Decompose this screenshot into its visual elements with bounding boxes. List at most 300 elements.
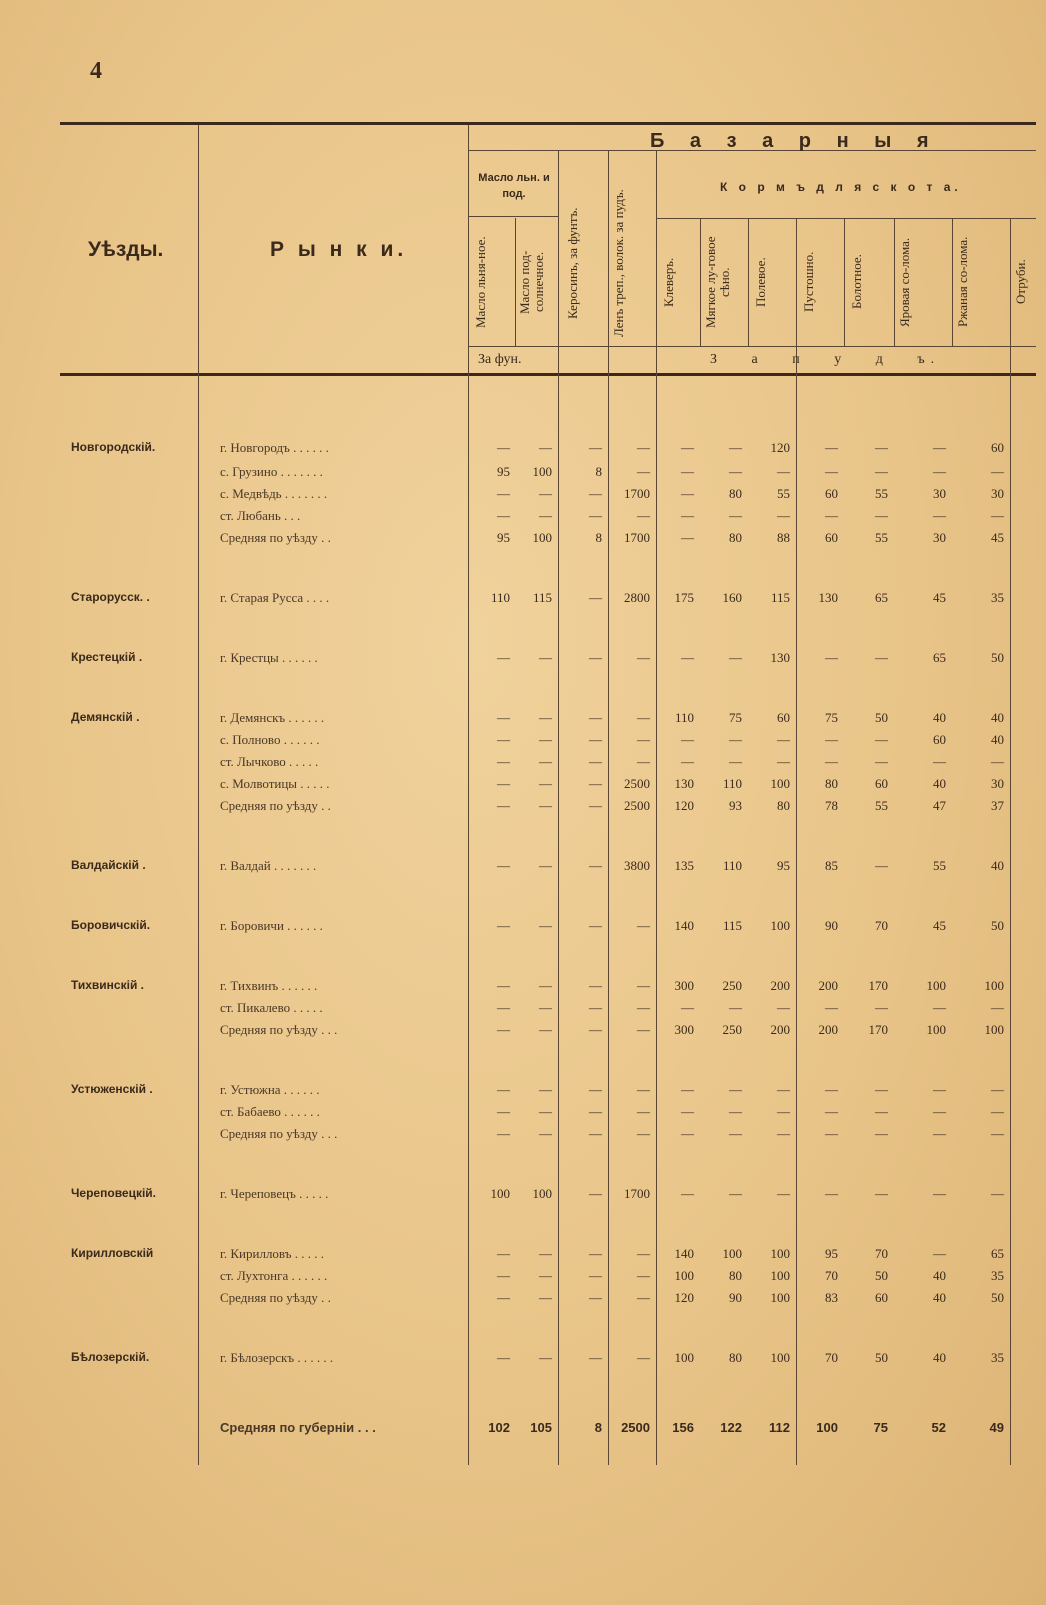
- price-cell: 80: [729, 530, 742, 545]
- price-cell: 80: [729, 1350, 742, 1365]
- price-cell: 2500: [624, 776, 650, 791]
- price-cell: 115: [770, 590, 790, 605]
- district-name: Новгородскій.: [71, 440, 156, 454]
- price-cell: —: [933, 1082, 946, 1097]
- price-cell: 300: [674, 1022, 694, 1037]
- total-value: 102: [488, 1420, 510, 1435]
- price-cell: 8: [595, 464, 602, 479]
- price-cell: —: [589, 858, 602, 873]
- price-cell: —: [825, 440, 838, 455]
- price-cell: —: [825, 754, 838, 769]
- col-line: [468, 125, 469, 1465]
- price-cell: —: [539, 1126, 552, 1141]
- col-header-spring-straw: Яровая со-лома.: [897, 237, 912, 327]
- price-cell: —: [589, 798, 602, 813]
- price-cell: —: [875, 858, 888, 873]
- price-cell: 70: [825, 1350, 838, 1365]
- price-cell: —: [933, 440, 946, 455]
- price-cell: —: [825, 464, 838, 479]
- price-cell: —: [825, 1082, 838, 1097]
- price-cell: —: [777, 754, 790, 769]
- price-cell: —: [825, 1126, 838, 1141]
- price-cell: 50: [991, 650, 1004, 665]
- price-cell: —: [539, 650, 552, 665]
- price-cell: 100: [674, 1350, 694, 1365]
- price-cell: —: [681, 530, 694, 545]
- price-cell: 2800: [624, 590, 650, 605]
- price-cell: 100: [926, 1022, 946, 1037]
- price-cell: 110: [722, 858, 742, 873]
- price-cell: 110: [674, 710, 694, 725]
- price-cell: —: [875, 650, 888, 665]
- price-cell: 200: [770, 978, 790, 993]
- price-cell: 300: [674, 978, 694, 993]
- price-cell: 40: [991, 858, 1004, 873]
- market-name: г. Новгородъ . . . . . .: [220, 440, 329, 455]
- feed-subrule: [656, 218, 1036, 219]
- price-cell: —: [539, 754, 552, 769]
- price-cell: —: [539, 1290, 552, 1305]
- market-name: г. Тихвинъ . . . . . .: [220, 978, 318, 993]
- price-cell: 40: [933, 1268, 946, 1283]
- price-cell: —: [637, 1104, 650, 1119]
- price-cell: —: [681, 650, 694, 665]
- price-cell: —: [681, 732, 694, 747]
- price-cell: —: [991, 1082, 1004, 1097]
- market-name: Средняя по уѣзду . .: [220, 1290, 331, 1305]
- price-cell: —: [589, 732, 602, 747]
- price-cell: 8: [595, 530, 602, 545]
- price-cell: 93: [729, 798, 742, 813]
- price-cell: 50: [991, 1290, 1004, 1305]
- price-cell: —: [991, 1126, 1004, 1141]
- price-cell: —: [729, 1104, 742, 1119]
- price-cell: —: [991, 1000, 1004, 1015]
- price-cell: —: [637, 1350, 650, 1365]
- price-cell: —: [589, 1290, 602, 1305]
- price-cell: —: [497, 798, 510, 813]
- price-cell: 80: [729, 486, 742, 501]
- price-cell: —: [539, 858, 552, 873]
- price-cell: —: [933, 464, 946, 479]
- price-cell: 35: [991, 1350, 1004, 1365]
- unit-feed: З а п у д ъ.: [710, 352, 941, 367]
- price-cell: 50: [875, 710, 888, 725]
- price-cell: —: [539, 710, 552, 725]
- price-cell: —: [497, 1000, 510, 1015]
- price-cell: —: [637, 978, 650, 993]
- price-cell: —: [497, 1246, 510, 1261]
- total-value: 100: [816, 1420, 838, 1435]
- price-cell: —: [637, 508, 650, 523]
- price-cell: —: [589, 1126, 602, 1141]
- price-cell: —: [777, 508, 790, 523]
- price-cell: —: [825, 1104, 838, 1119]
- district-name: Крестецкій .: [71, 650, 143, 664]
- total-value: 75: [873, 1420, 888, 1435]
- price-cell: 200: [818, 978, 838, 993]
- price-cell: —: [589, 590, 602, 605]
- col-header-kerosene: Керосинъ, за фунтъ.: [565, 207, 580, 319]
- price-cell: —: [497, 650, 510, 665]
- price-cell: —: [589, 754, 602, 769]
- price-cell: 200: [818, 1022, 838, 1037]
- price-cell: 115: [722, 918, 742, 933]
- price-cell: 95: [777, 858, 790, 873]
- price-cell: —: [589, 650, 602, 665]
- price-cell: 100: [984, 1022, 1004, 1037]
- price-cell: 47: [933, 798, 946, 813]
- market-name: г. Валдай . . . . . . .: [220, 858, 317, 873]
- total-value: 112: [769, 1420, 790, 1435]
- market-name: ст. Пикалево . . . . .: [220, 1000, 323, 1015]
- district-name: Старорусск. .: [71, 590, 150, 604]
- price-cell: 40: [933, 1290, 946, 1305]
- price-cell: —: [539, 798, 552, 813]
- market-name: г. Череповецъ . . . . .: [220, 1186, 329, 1201]
- price-cell: —: [589, 440, 602, 455]
- district-name: Кирилловскій: [71, 1246, 154, 1260]
- market-name: ст. Бабаево . . . . . .: [220, 1104, 320, 1119]
- price-cell: 55: [875, 798, 888, 813]
- price-cell: —: [539, 1104, 552, 1119]
- price-cell: —: [777, 1082, 790, 1097]
- price-cell: —: [777, 1126, 790, 1141]
- price-cell: —: [729, 650, 742, 665]
- markets-header: Р ы н к и.: [270, 238, 408, 261]
- price-cell: —: [777, 464, 790, 479]
- district-name: Бѣлозерскій.: [71, 1350, 150, 1364]
- price-cell: 65: [875, 590, 888, 605]
- price-cell: 130: [770, 650, 790, 665]
- market-name: г. Устюжна . . . . . .: [220, 1082, 320, 1097]
- price-cell: —: [933, 508, 946, 523]
- price-cell: 35: [991, 1268, 1004, 1283]
- price-cell: —: [497, 1104, 510, 1119]
- price-cell: 70: [825, 1268, 838, 1283]
- price-cell: —: [875, 732, 888, 747]
- price-cell: —: [539, 440, 552, 455]
- price-cell: —: [681, 1000, 694, 1015]
- col-header-waste: Пустошно.: [801, 251, 816, 313]
- price-cell: 50: [875, 1268, 888, 1283]
- price-cell: —: [875, 1000, 888, 1015]
- price-cell: 1700: [624, 530, 650, 545]
- price-cell: 100: [674, 1268, 694, 1283]
- market-name: г. Демянскъ . . . . . .: [220, 710, 325, 725]
- price-cell: —: [637, 710, 650, 725]
- price-cell: —: [777, 1000, 790, 1015]
- col-header-swamp: Болотное.: [849, 254, 864, 310]
- price-cell: —: [497, 776, 510, 791]
- price-cell: —: [539, 1000, 552, 1015]
- market-name: ст. Лычково . . . . .: [220, 754, 319, 769]
- price-cell: 70: [875, 1246, 888, 1261]
- price-cell: —: [539, 1350, 552, 1365]
- price-cell: —: [681, 508, 694, 523]
- col-header-flax: Ленъ треп., волок. за пудъ.: [611, 189, 626, 337]
- price-cell: 75: [825, 710, 838, 725]
- price-cell: —: [681, 440, 694, 455]
- price-cell: 80: [729, 1268, 742, 1283]
- price-cell: 50: [991, 918, 1004, 933]
- price-cell: —: [991, 1186, 1004, 1201]
- total-label: Средняя по губерніи . . .: [220, 1420, 376, 1435]
- price-cell: —: [875, 1126, 888, 1141]
- total-value: 2500: [621, 1420, 650, 1435]
- price-cell: 95: [497, 464, 510, 479]
- price-cell: 50: [875, 1350, 888, 1365]
- price-cell: —: [589, 918, 602, 933]
- price-cell: —: [589, 776, 602, 791]
- price-cell: —: [637, 918, 650, 933]
- page-number: 4: [90, 58, 102, 84]
- top-rule: [60, 122, 1036, 125]
- price-cell: —: [589, 1246, 602, 1261]
- price-cell: —: [589, 1104, 602, 1119]
- price-cell: 45: [933, 918, 946, 933]
- price-cell: 170: [868, 1022, 888, 1037]
- price-cell: —: [729, 1186, 742, 1201]
- table-title: Б а з а р н ы я: [650, 130, 939, 152]
- market-name: г. Крестцы . . . . . .: [220, 650, 318, 665]
- price-cell: —: [729, 1000, 742, 1015]
- price-cell: 3800: [624, 858, 650, 873]
- price-cell: —: [589, 1186, 602, 1201]
- price-cell: —: [539, 486, 552, 501]
- market-name: Средняя по уѣзду . . .: [220, 1022, 338, 1037]
- col-line: [515, 218, 516, 346]
- price-cell: —: [681, 754, 694, 769]
- market-name: с. Грузино . . . . . . .: [220, 464, 323, 479]
- market-name: г. Старая Русса . . . .: [220, 590, 330, 605]
- price-cell: —: [875, 508, 888, 523]
- price-cell: —: [637, 1126, 650, 1141]
- price-cell: —: [637, 464, 650, 479]
- price-cell: —: [539, 508, 552, 523]
- price-cell: —: [825, 508, 838, 523]
- market-name: с. Медвѣдь . . . . . . .: [220, 486, 328, 501]
- price-cell: —: [777, 1104, 790, 1119]
- price-cell: —: [777, 1186, 790, 1201]
- price-cell: 83: [825, 1290, 838, 1305]
- price-cell: —: [539, 978, 552, 993]
- price-cell: —: [681, 1082, 694, 1097]
- col-header-oil-sunflower: Масло под-солнечное.: [517, 250, 546, 314]
- market-name: г. Боровичи . . . . . .: [220, 918, 323, 933]
- price-cell: 100: [984, 978, 1004, 993]
- total-value: 8: [594, 1420, 602, 1435]
- market-name: с. Молвотицы . . . . .: [220, 776, 330, 791]
- price-cell: —: [497, 440, 510, 455]
- total-value: 105: [530, 1420, 552, 1435]
- price-cell: —: [825, 1000, 838, 1015]
- price-cell: 95: [497, 530, 510, 545]
- price-cell: 40: [933, 1350, 946, 1365]
- price-cell: 100: [722, 1246, 742, 1261]
- price-cell: —: [875, 464, 888, 479]
- price-cell: 95: [825, 1246, 838, 1261]
- price-cell: 100: [532, 464, 552, 479]
- price-cell: 200: [770, 1022, 790, 1037]
- price-cell: 160: [722, 590, 742, 605]
- price-cell: —: [637, 1082, 650, 1097]
- district-name: Боровичскій.: [71, 918, 151, 932]
- price-cell: —: [681, 1104, 694, 1119]
- price-cell: 100: [770, 1350, 790, 1365]
- price-cell: 120: [770, 440, 790, 455]
- unit-oil: За фун.: [478, 352, 522, 367]
- price-cell: 60: [933, 732, 946, 747]
- oil-group-header: Масло льн. и под.: [478, 172, 550, 200]
- price-cell: 60: [825, 486, 838, 501]
- price-cell: 2500: [624, 798, 650, 813]
- price-cell: —: [637, 1268, 650, 1283]
- price-cell: 100: [770, 1290, 790, 1305]
- price-cell: —: [497, 486, 510, 501]
- price-cell: 135: [674, 858, 694, 873]
- price-cell: —: [637, 732, 650, 747]
- price-cell: —: [589, 508, 602, 523]
- district-name: Демянскій .: [71, 710, 140, 724]
- price-cell: —: [497, 1022, 510, 1037]
- price-cell: —: [991, 754, 1004, 769]
- districts-header: Уѣзды.: [88, 238, 164, 261]
- price-cell: —: [539, 776, 552, 791]
- price-cell: —: [729, 508, 742, 523]
- district-name: Тихвинскій .: [71, 978, 144, 992]
- price-cell: —: [589, 1268, 602, 1283]
- price-cell: —: [991, 1104, 1004, 1119]
- price-cell: —: [497, 1290, 510, 1305]
- price-cell: 35: [991, 590, 1004, 605]
- price-cell: 250: [722, 978, 742, 993]
- price-cell: —: [589, 1000, 602, 1015]
- price-cell: —: [637, 1022, 650, 1037]
- total-value: 156: [672, 1420, 694, 1435]
- market-name: ст. Любань . . .: [220, 508, 301, 523]
- price-cell: —: [497, 1082, 510, 1097]
- col-line: [844, 218, 845, 346]
- price-cell: —: [539, 1268, 552, 1283]
- price-cell: —: [875, 754, 888, 769]
- price-cell: 250: [722, 1022, 742, 1037]
- price-cell: —: [729, 732, 742, 747]
- price-cell: 100: [926, 978, 946, 993]
- price-cell: —: [933, 1000, 946, 1015]
- price-cell: 70: [875, 918, 888, 933]
- price-cell: 40: [933, 776, 946, 791]
- price-cell: 100: [490, 1186, 510, 1201]
- market-name: Средняя по уѣзду . .: [220, 798, 331, 813]
- price-cell: —: [875, 1186, 888, 1201]
- price-cell: 45: [991, 530, 1004, 545]
- price-cell: —: [589, 1082, 602, 1097]
- price-cell: 1700: [624, 486, 650, 501]
- price-cell: 60: [875, 1290, 888, 1305]
- price-cell: 80: [825, 776, 838, 791]
- price-cell: 110: [490, 590, 510, 605]
- price-cell: 120: [674, 798, 694, 813]
- price-cell: —: [991, 508, 1004, 523]
- price-cell: —: [589, 978, 602, 993]
- price-cell: 40: [991, 732, 1004, 747]
- price-cell: —: [729, 440, 742, 455]
- price-cell: 30: [933, 530, 946, 545]
- feed-group-header: К о р м ъ д л я с к о т а.: [720, 180, 962, 194]
- price-cell: —: [497, 710, 510, 725]
- price-cell: 100: [770, 918, 790, 933]
- price-cell: 170: [868, 978, 888, 993]
- col-line: [1010, 218, 1011, 1465]
- price-cell: —: [729, 464, 742, 479]
- price-cell: —: [497, 754, 510, 769]
- col-line: [894, 218, 895, 346]
- district-name: Валдайскій .: [71, 858, 146, 872]
- price-cell: 100: [532, 1186, 552, 1201]
- market-name: г. Бѣлозерскъ . . . . . .: [220, 1350, 334, 1365]
- price-cell: —: [933, 1246, 946, 1261]
- market-name: Средняя по уѣзду . .: [220, 530, 331, 545]
- price-cell: 100: [770, 1268, 790, 1283]
- price-cell: 60: [991, 440, 1004, 455]
- price-cell: 115: [532, 590, 552, 605]
- price-cell: 75: [729, 710, 742, 725]
- price-cell: 60: [825, 530, 838, 545]
- price-cell: —: [637, 1290, 650, 1305]
- price-cell: 130: [818, 590, 838, 605]
- oil-subrule: [468, 216, 558, 217]
- price-cell: 100: [770, 776, 790, 791]
- total-value: 52: [931, 1420, 946, 1435]
- price-cell: 55: [875, 530, 888, 545]
- price-cell: —: [589, 710, 602, 725]
- price-cell: 90: [825, 918, 838, 933]
- col-header-oil-flax: Масло льня-ное.: [473, 236, 488, 328]
- price-cell: 40: [991, 710, 1004, 725]
- market-name: г. Кирилловъ . . . . .: [220, 1246, 324, 1261]
- price-cell: —: [637, 754, 650, 769]
- price-cell: —: [681, 464, 694, 479]
- price-cell: —: [589, 1350, 602, 1365]
- price-cell: —: [825, 732, 838, 747]
- price-cell: —: [875, 1082, 888, 1097]
- price-cell: 78: [825, 798, 838, 813]
- price-cell: —: [497, 508, 510, 523]
- price-cell: —: [729, 1082, 742, 1097]
- price-cell: —: [729, 1126, 742, 1141]
- price-cell: 130: [674, 776, 694, 791]
- price-cell: —: [497, 858, 510, 873]
- col-header-clover: Клеверъ.: [661, 257, 676, 307]
- price-cell: 30: [933, 486, 946, 501]
- price-cell: 55: [875, 486, 888, 501]
- col-header-soft-hay: Мягкое лу-говое сѣно.: [703, 236, 732, 328]
- price-cell: —: [681, 1186, 694, 1201]
- col-header-rye-straw: Ржаная со-лома.: [955, 236, 970, 328]
- price-cell: —: [497, 918, 510, 933]
- price-cell: 45: [933, 590, 946, 605]
- price-cell: —: [825, 650, 838, 665]
- total-value: 49: [989, 1420, 1004, 1435]
- price-cell: —: [681, 486, 694, 501]
- price-cell: 30: [991, 486, 1004, 501]
- price-cell: —: [539, 1082, 552, 1097]
- price-cell: —: [539, 1022, 552, 1037]
- price-cell: —: [825, 1186, 838, 1201]
- price-cell: 80: [777, 798, 790, 813]
- price-cell: 55: [933, 858, 946, 873]
